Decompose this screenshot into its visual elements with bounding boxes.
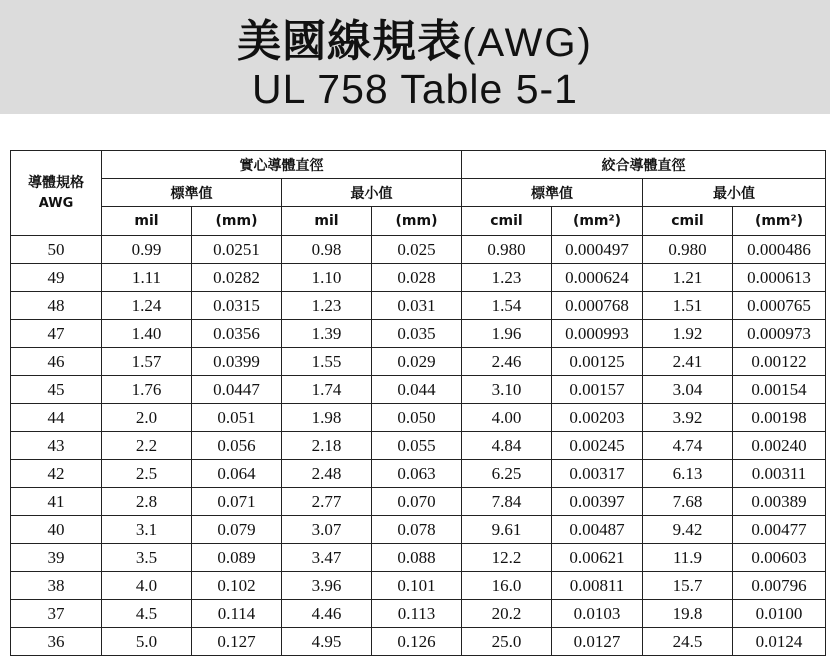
- solid-min-mil-cell: 3.96: [282, 572, 372, 600]
- stranded-min-cmil-cell: 3.04: [643, 376, 733, 404]
- solid-min-mm-cell: 0.028: [372, 264, 462, 292]
- stranded-min-cmil-cell: 19.8: [643, 600, 733, 628]
- awg-gauge-cell: 47: [11, 320, 102, 348]
- stranded-nominal-mm2-cell: 0.000624: [552, 264, 643, 292]
- stranded-nominal-cmil-cell: 9.61: [462, 516, 552, 544]
- stranded-min-cmil-cell: 15.7: [643, 572, 733, 600]
- solid-nominal-mil-cell: 3.5: [102, 544, 192, 572]
- solid-min-mm-cell: 0.070: [372, 488, 462, 516]
- table-row: [11, 264, 826, 292]
- solid-min-mil-cell: 4.95: [282, 628, 372, 656]
- stranded-min-cmil-cell: 6.13: [643, 460, 733, 488]
- awg-gauge-cell: 36: [11, 628, 102, 656]
- stranded-min-mm2-cell: 0.0100: [733, 600, 826, 628]
- page-title: [0, 14, 830, 71]
- awg-gauge-cell: 45: [11, 376, 102, 404]
- stranded-nominal-cmil-cell: 6.25: [462, 460, 552, 488]
- stranded-nominal-cmil-cell: 1.54: [462, 292, 552, 320]
- solid-min-mm-cell: 0.050: [372, 404, 462, 432]
- solid-nominal-mil-cell: 2.8: [102, 488, 192, 516]
- solid-min-mm-cell: 0.044: [372, 376, 462, 404]
- awg-table: [10, 150, 826, 656]
- stranded-nominal-cmil-cell: 4.84: [462, 432, 552, 460]
- stranded-min-mm2-cell: 0.00603: [733, 544, 826, 572]
- solid-min-mil-cell: 3.07: [282, 516, 372, 544]
- stranded-min-cmil-cell: 7.68: [643, 488, 733, 516]
- solid-min-mm-cell: 0.063: [372, 460, 462, 488]
- solid-min-mm-cell: 0.113: [372, 600, 462, 628]
- table-row: [11, 600, 826, 628]
- stranded-min-mm2-cell: 0.00122: [733, 348, 826, 376]
- stranded-nominal-mm2-cell: 0.00317: [552, 460, 643, 488]
- stranded-min-mm2-cell: 0.000613: [733, 264, 826, 292]
- stranded-nominal-mm2-cell: 0.00397: [552, 488, 643, 516]
- solid-min-mil-cell: 0.98: [282, 236, 372, 264]
- stranded-nominal-cmil-cell: 2.46: [462, 348, 552, 376]
- title-banner: [0, 0, 830, 114]
- solid-nominal-mil-cell: 2.5: [102, 460, 192, 488]
- stranded-min-cmil-cell: 11.9: [643, 544, 733, 572]
- table-row: [11, 628, 826, 656]
- stranded-nominal-cmil-cell: 20.2: [462, 600, 552, 628]
- stranded-min-cmil-cell: 9.42: [643, 516, 733, 544]
- solid-min-mm-cell: 0.088: [372, 544, 462, 572]
- solid-min-mm-cell: 0.025: [372, 236, 462, 264]
- stranded-min-mm2-cell: 0.00389: [733, 488, 826, 516]
- table-body: [11, 236, 826, 656]
- stranded-nominal-cmil-cell: 7.84: [462, 488, 552, 516]
- unit-header-mm: (mm): [192, 207, 282, 236]
- solid-nominal-mm-cell: 0.114: [192, 600, 282, 628]
- stranded-nominal-mm2-cell: 0.00203: [552, 404, 643, 432]
- stranded-min-cmil-cell: 1.21: [643, 264, 733, 292]
- solid-min-mil-cell: 4.46: [282, 600, 372, 628]
- stranded-nominal-cmil-cell: 12.2: [462, 544, 552, 572]
- stranded-min-cmil-cell: 1.51: [643, 292, 733, 320]
- stranded-min-mm2-cell: 0.00311: [733, 460, 826, 488]
- stranded-nominal-mm2-cell: 0.0103: [552, 600, 643, 628]
- stranded-min-cmil-cell: 0.980: [643, 236, 733, 264]
- solid-min-mil-cell: 1.23: [282, 292, 372, 320]
- stranded-min-mm2-cell: 0.000973: [733, 320, 826, 348]
- stranded-nominal-cmil-cell: 16.0: [462, 572, 552, 600]
- solid-min-mm-cell: 0.035: [372, 320, 462, 348]
- solid-nominal-mm-cell: 0.0447: [192, 376, 282, 404]
- awg-gauge-cell: 42: [11, 460, 102, 488]
- solid-min-mil-cell: 1.74: [282, 376, 372, 404]
- stranded-nominal-mm2-cell: 0.00621: [552, 544, 643, 572]
- solid-nominal-mil-cell: 1.24: [102, 292, 192, 320]
- title-awg: (AWG): [462, 21, 593, 65]
- solid-nominal-mm-cell: 0.071: [192, 488, 282, 516]
- solid-nominal-mm-cell: 0.127: [192, 628, 282, 656]
- stranded-minimum-header: 最小值: [643, 179, 826, 207]
- solid-nominal-mm-cell: 0.0356: [192, 320, 282, 348]
- stranded-min-cmil-cell: 4.74: [643, 432, 733, 460]
- solid-nominal-mm-cell: 0.089: [192, 544, 282, 572]
- solid-min-mil-cell: 1.55: [282, 348, 372, 376]
- solid-nominal-mil-cell: 5.0: [102, 628, 192, 656]
- solid-nominal-mm-cell: 0.0282: [192, 264, 282, 292]
- stranded-nominal-cmil-cell: 25.0: [462, 628, 552, 656]
- stranded-min-cmil-cell: 2.41: [643, 348, 733, 376]
- stranded-nominal-header: 標準值: [462, 179, 643, 207]
- stranded-nominal-cmil-cell: 4.00: [462, 404, 552, 432]
- page-subtitle: UL 758 Table 5-1: [251, 66, 578, 112]
- table-row: [11, 460, 826, 488]
- solid-min-mm-cell: 0.101: [372, 572, 462, 600]
- table-row: [11, 376, 826, 404]
- solid-nominal-mm-cell: 0.056: [192, 432, 282, 460]
- unit-header-cmil: cmil: [462, 207, 552, 236]
- solid-min-mm-cell: 0.055: [372, 432, 462, 460]
- unit-header-cmil: cmil: [643, 207, 733, 236]
- solid-min-mm-cell: 0.029: [372, 348, 462, 376]
- awg-column-header: [11, 151, 102, 236]
- solid-nominal-mil-cell: 2.2: [102, 432, 192, 460]
- stranded-nominal-mm2-cell: 0.000768: [552, 292, 643, 320]
- solid-nominal-mil-cell: 1.57: [102, 348, 192, 376]
- solid-nominal-mil-cell: 1.76: [102, 376, 192, 404]
- stranded-min-mm2-cell: 0.00154: [733, 376, 826, 404]
- awg-gauge-cell: 44: [11, 404, 102, 432]
- solid-group-header: 實心導體直徑: [102, 151, 462, 179]
- stranded-group-header: 絞合導體直徑: [462, 151, 826, 179]
- stranded-nominal-cmil-cell: 1.96: [462, 320, 552, 348]
- solid-nominal-mm-cell: 0.0251: [192, 236, 282, 264]
- stranded-nominal-mm2-cell: 0.00157: [552, 376, 643, 404]
- solid-min-mil-cell: 1.98: [282, 404, 372, 432]
- stranded-nominal-mm2-cell: 0.000993: [552, 320, 643, 348]
- solid-min-mm-cell: 0.078: [372, 516, 462, 544]
- stranded-min-mm2-cell: 0.0124: [733, 628, 826, 656]
- solid-nominal-mm-cell: 0.0399: [192, 348, 282, 376]
- table-row: [11, 432, 826, 460]
- stranded-nominal-cmil-cell: 0.980: [462, 236, 552, 264]
- table-row: [11, 236, 826, 264]
- solid-min-mil-cell: 2.18: [282, 432, 372, 460]
- awg-gauge-cell: 40: [11, 516, 102, 544]
- solid-minimum-header: 最小值: [282, 179, 462, 207]
- table-row: [11, 320, 826, 348]
- stranded-min-mm2-cell: 0.00198: [733, 404, 826, 432]
- awg-gauge-cell: 49: [11, 264, 102, 292]
- awg-gauge-cell: 43: [11, 432, 102, 460]
- solid-min-mil-cell: 2.48: [282, 460, 372, 488]
- stranded-min-mm2-cell: 0.00796: [733, 572, 826, 600]
- awg-gauge-cell: 48: [11, 292, 102, 320]
- stranded-nominal-mm2-cell: 0.0127: [552, 628, 643, 656]
- solid-nominal-mm-cell: 0.064: [192, 460, 282, 488]
- solid-nominal-mm-cell: 0.0315: [192, 292, 282, 320]
- solid-nominal-mm-cell: 0.051: [192, 404, 282, 432]
- stranded-min-cmil-cell: 24.5: [643, 628, 733, 656]
- solid-min-mil-cell: 2.77: [282, 488, 372, 516]
- stranded-min-cmil-cell: 1.92: [643, 320, 733, 348]
- stranded-nominal-mm2-cell: 0.00245: [552, 432, 643, 460]
- table-row: [11, 348, 826, 376]
- solid-min-mil-cell: 1.10: [282, 264, 372, 292]
- table-row: [11, 292, 826, 320]
- unit-header-mm2: (mm²): [733, 207, 826, 236]
- stranded-nominal-mm2-cell: 0.000497: [552, 236, 643, 264]
- stranded-nominal-mm2-cell: 0.00125: [552, 348, 643, 376]
- stranded-nominal-mm2-cell: 0.00487: [552, 516, 643, 544]
- table-row: [11, 572, 826, 600]
- stranded-min-cmil-cell: 3.92: [643, 404, 733, 432]
- solid-nominal-mil-cell: 0.99: [102, 236, 192, 264]
- awg-gauge-cell: 46: [11, 348, 102, 376]
- solid-nominal-mm-cell: 0.079: [192, 516, 282, 544]
- table-row: [11, 544, 826, 572]
- awg-gauge-cell: 37: [11, 600, 102, 628]
- solid-nominal-mil-cell: 1.40: [102, 320, 192, 348]
- solid-nominal-mil-cell: 4.5: [102, 600, 192, 628]
- stranded-nominal-cmil-cell: 3.10: [462, 376, 552, 404]
- unit-header-mm: (mm): [372, 207, 462, 236]
- awg-gauge-cell: 39: [11, 544, 102, 572]
- solid-nominal-mil-cell: 2.0: [102, 404, 192, 432]
- solid-nominal-mil-cell: 3.1: [102, 516, 192, 544]
- table-row: [11, 516, 826, 544]
- solid-nominal-mil-cell: 1.11: [102, 264, 192, 292]
- unit-header-mil: mil: [102, 207, 192, 236]
- awg-header-label: 導體規格: [28, 175, 84, 191]
- unit-header-mm2: (mm²): [552, 207, 643, 236]
- stranded-min-mm2-cell: 0.000765: [733, 292, 826, 320]
- table-row: [11, 404, 826, 432]
- solid-nominal-header: 標準值: [102, 179, 282, 207]
- stranded-nominal-cmil-cell: 1.23: [462, 264, 552, 292]
- awg-gauge-cell: 41: [11, 488, 102, 516]
- awg-gauge-cell: 38: [11, 572, 102, 600]
- solid-min-mm-cell: 0.126: [372, 628, 462, 656]
- stranded-min-mm2-cell: 0.000486: [733, 236, 826, 264]
- table-row: [11, 488, 826, 516]
- solid-min-mil-cell: 3.47: [282, 544, 372, 572]
- solid-nominal-mm-cell: 0.102: [192, 572, 282, 600]
- unit-header-mil: mil: [282, 207, 372, 236]
- stranded-min-mm2-cell: 0.00477: [733, 516, 826, 544]
- solid-min-mil-cell: 1.39: [282, 320, 372, 348]
- awg-header-unit: AWG: [38, 196, 74, 211]
- solid-nominal-mil-cell: 4.0: [102, 572, 192, 600]
- awg-gauge-cell: 50: [11, 236, 102, 264]
- stranded-nominal-mm2-cell: 0.00811: [552, 572, 643, 600]
- stranded-min-mm2-cell: 0.00240: [733, 432, 826, 460]
- title-chinese: 美國線規表: [237, 16, 463, 67]
- solid-min-mm-cell: 0.031: [372, 292, 462, 320]
